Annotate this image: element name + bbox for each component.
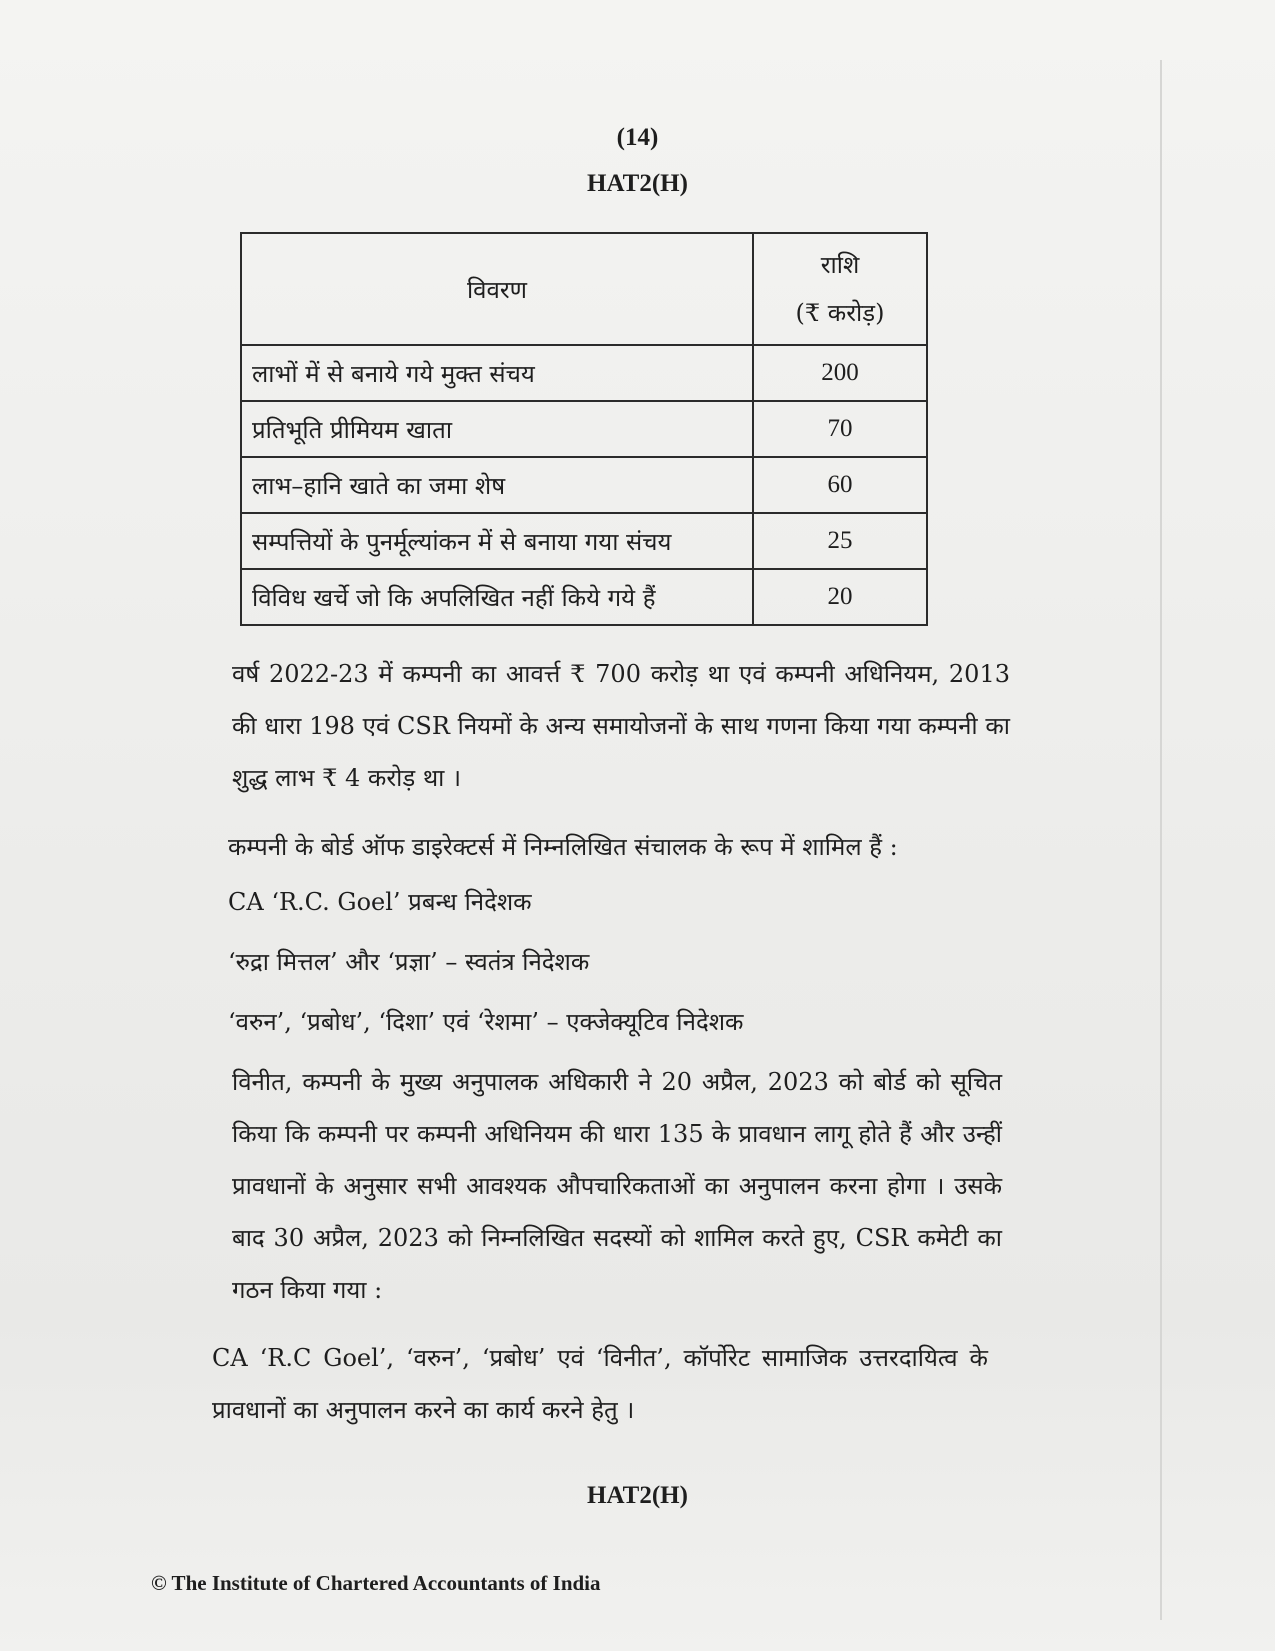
turnover-paragraph: वर्ष 2022-23 में कम्पनी का आवर्त्त ₹ 700 करोड़ था एवं कम्पनी अधिनियम, 2013 की धारा 198 एवं CSR नियमों के अन्य समायोजनों के साथ गणना किया गया कम्पनी का शुद्ध लाभ ₹ 4 करोड़ था ।	[232, 660, 1010, 792]
column-header-amount	[753, 233, 927, 345]
table-row	[241, 345, 927, 401]
row-amount: 200	[753, 345, 927, 401]
row-amount: 20	[753, 569, 927, 625]
csr-committee-paragraph: CA ‘R.C Goel’, ‘वरुन’, ‘प्रबोध’ एवं ‘विनीत’, कॉर्पोरेट सामाजिक उत्तरदायित्व के प्रावधानों का अनुपालन करने का कार्य करने हेतु ।	[212, 1344, 988, 1424]
row-amount: 25	[753, 513, 927, 569]
row-description: सम्पत्तियों के पुनर्मूल्यांकन में से बनाया गया संचय	[241, 513, 753, 569]
table-row	[241, 513, 927, 569]
table-row	[241, 569, 927, 625]
row-amount: 60	[753, 457, 927, 513]
paper-code-footer: HAT2(H)	[587, 1482, 688, 1509]
page-fold-shadow	[1160, 60, 1162, 1620]
row-amount: 70	[753, 401, 927, 457]
compliance-paragraph: विनीत, कम्पनी के मुख्य अनुपालक अधिकारी ने 20 अप्रैल, 2023 को बोर्ड को सूचित किया कि कम्पनी पर कम्पनी अधिनियम की धारा 135 के प्रावधान लागू होते हैं और उन्हीं प्रावधानों के अनुसार सभी आवश्यक औपचारिकताओं का अनुपालन करना होगा । उसके बाद 30 अप्रैल, 2023 को निम्नलिखित सदस्यों को शामिल करते हुए, CSR कमेटी का गठन किया गया :	[232, 1068, 1002, 1304]
row-description: लाभों में से बनाये गये मुक्त संचय	[241, 345, 753, 401]
page-number: (14)	[616, 124, 659, 151]
director-line-executive: ‘वरुन’, ‘प्रबोध’, ‘दिशा’ एवं ‘रेशमा’ – एक्जेक्यूटिव निदेशक	[228, 1008, 744, 1036]
column-header-description: विवरण	[241, 233, 753, 345]
director-line-independent: ‘रुद्रा मित्तल’ और ‘प्रज्ञा’ – स्वतंत्र निदेशक	[228, 948, 590, 976]
board-intro: कम्पनी के बोर्ड ऑफ डाइरेक्टर्स में निम्नलिखित संचालक के रूप में शामिल हैं :	[228, 833, 898, 861]
paper-code-header: HAT2(H)	[587, 170, 688, 197]
reserves-table	[240, 232, 928, 626]
table-header-row	[241, 233, 927, 345]
row-description: प्रतिभूति प्रीमियम खाता	[241, 401, 753, 457]
amount-header-line1: राशि	[820, 251, 860, 279]
director-line-managing: CA ‘R.C. Goel’ प्रबन्ध निदेशक	[228, 888, 532, 916]
table-row	[241, 401, 927, 457]
table-row	[241, 457, 927, 513]
amount-header-line2: (₹ करोड़)	[795, 299, 885, 327]
copyright-notice: © The Institute of Chartered Accountants of India	[151, 1571, 601, 1595]
row-description: विविध खर्चे जो कि अपलिखित नहीं किये गये हैं	[241, 569, 753, 625]
row-description: लाभ–हानि खाते का जमा शेष	[241, 457, 753, 513]
